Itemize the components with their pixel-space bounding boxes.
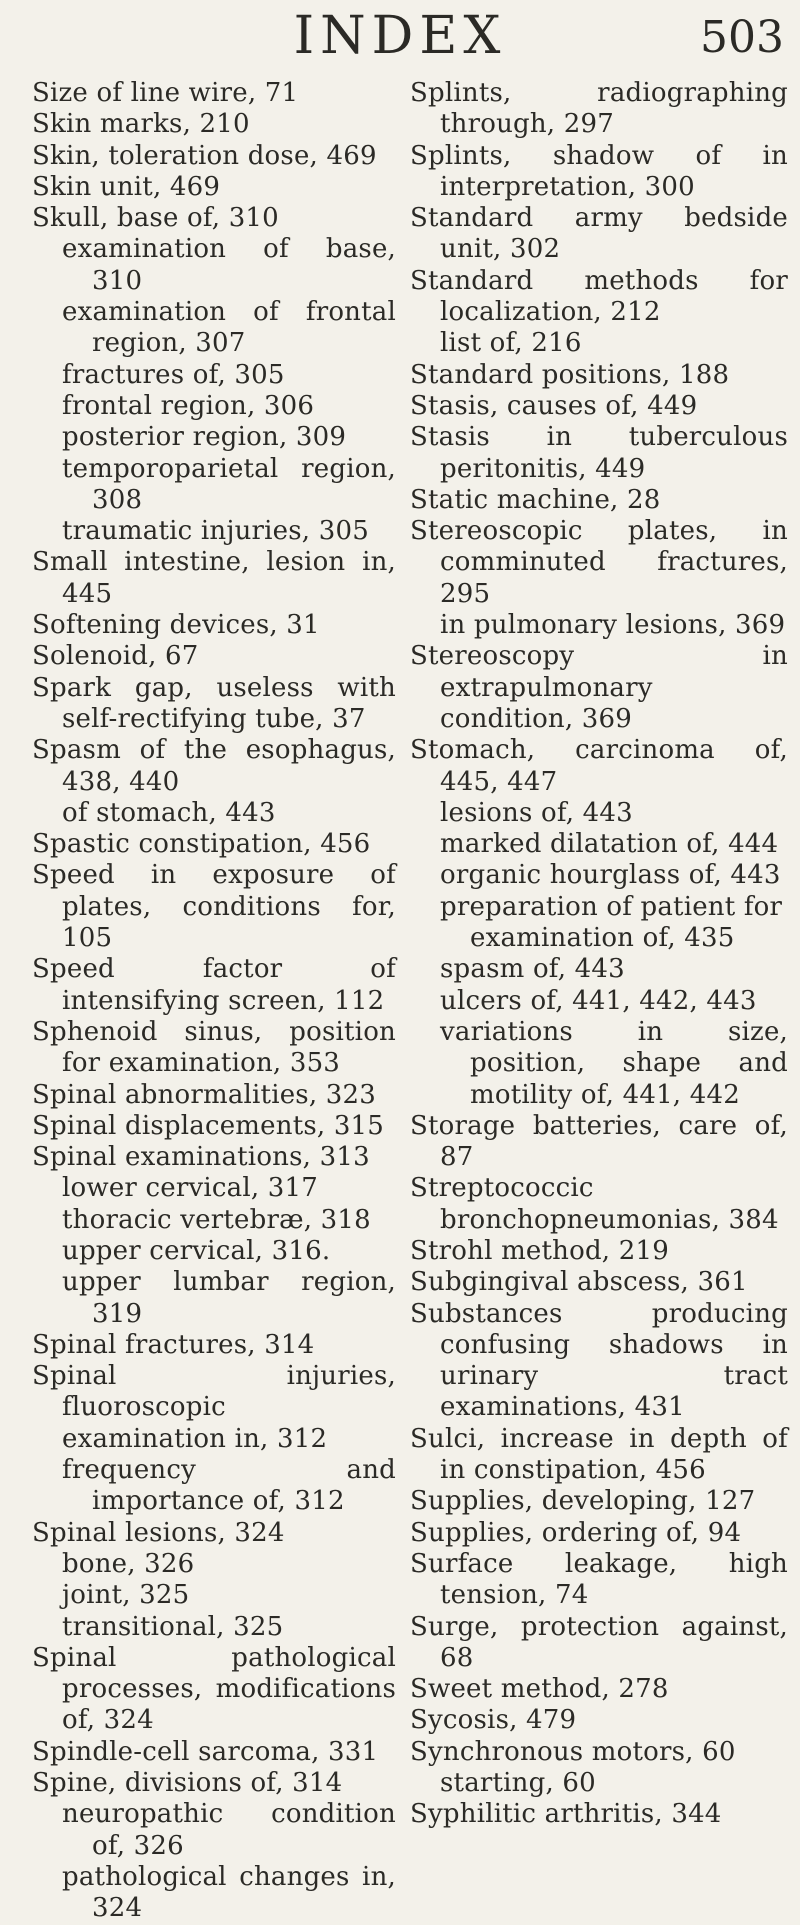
index-entry: Stasis in tuberculous peritonitis, 449	[410, 422, 788, 484]
index-subentry: joint, 325	[62, 1580, 190, 1611]
index-entry: Size of line wire, 71	[32, 78, 299, 108]
index-entry: Spinal injuries, fluoroscopic examination in, 312	[32, 1361, 396, 1454]
index-entry: Strohl method, 219	[410, 1235, 669, 1266]
index-subentry: in pulmonary lesions, 369	[440, 610, 786, 641]
index-subentry: preparation of patient for	[440, 891, 783, 922]
index-entry: Sulci, increase in depth of in constipation, 456	[410, 1423, 788, 1486]
index-entry: Spinal lesions, 324	[32, 1517, 285, 1548]
index-entry: Skin unit, 469	[32, 171, 221, 202]
page-header	[0, 6, 800, 76]
index-entry: Speed in exposure of plates, conditions for, 105	[32, 860, 396, 954]
index-entry: Spinal pathological processes, modifications of, 324	[32, 1642, 396, 1736]
index-subentry: upper lumbar region, 319	[62, 1267, 396, 1329]
index-entry: Sweet method, 278	[410, 1674, 669, 1705]
index-entry: Stomach, carcinoma of, 445, 447	[410, 735, 788, 797]
index-subentry: temporoparietal region, 308	[62, 453, 396, 515]
index-entry: Standard positions, 188	[410, 359, 730, 390]
index-subentry: posterior region, 309	[62, 422, 347, 453]
index-entry: Spinal abnormalities, 323	[32, 1079, 377, 1110]
index-subentry: starting, 60	[440, 1768, 596, 1799]
index-entry: Stasis, causes of, 449	[410, 390, 698, 421]
index-entry: Softening devices, 31	[32, 610, 320, 641]
index-subentry: spasm of, 443	[440, 954, 625, 985]
index-subentry: organic hourglass of, 443	[440, 860, 781, 891]
index-entry: Skin marks, 210	[32, 109, 250, 140]
index-subentry: variations in size, position, shape and motility of, 441, 442	[440, 1016, 788, 1110]
index-column-left	[32, 78, 396, 1925]
index-subentry: ulcers of, 441, 442, 443	[440, 985, 757, 1016]
index-entry: Streptococcic bronchopneumonias, 384	[410, 1173, 779, 1235]
index-subentry: fractures of, 305	[62, 359, 285, 390]
index-entry: Spinal displacements, 315	[32, 1110, 385, 1141]
index-entry: Spark gap, useless with self-rectifying tube, 37	[32, 672, 396, 734]
index-subentry: neuropathic condition of, 326	[62, 1799, 396, 1861]
index-entry: Supplies, developing, 127	[410, 1486, 756, 1517]
index-subentry: upper cervical, 316.	[62, 1235, 331, 1266]
index-entry: Surface leakage, high tension, 74	[410, 1548, 788, 1611]
running-title: INDEX	[293, 6, 507, 66]
index-subentry: traumatic injuries, 305	[62, 516, 369, 547]
index-entry: Stereoscopic plates, in comminuted fractures, 295	[410, 516, 788, 609]
index-subentry: lesions of, 443	[440, 797, 633, 828]
index-entry: Static machine, 28	[410, 484, 661, 515]
index-entry: Spindle-cell sarcoma, 331	[32, 1736, 379, 1767]
index-entry: Surge, protection against, 68	[410, 1611, 788, 1673]
index-entry: Substances producing confusing shadows in urinary tract examinations, 431	[410, 1298, 788, 1423]
index-subentry: of stomach, 443	[62, 797, 276, 828]
index-entry: Stereoscopy in extrapulmonary condition, 369	[410, 641, 788, 734]
index-entry: Spine, divisions of, 314	[32, 1768, 343, 1799]
index-entry: Splints, shadow of in interpretation, 300	[410, 140, 788, 202]
index-subentry: examination of frontal region, 307	[62, 297, 396, 359]
index-subentry: frequency and importance of, 312	[62, 1455, 396, 1517]
index-subentry: examination of base, 310	[62, 234, 396, 296]
index-subentry: transitional, 325	[62, 1611, 284, 1642]
index-subentry: thoracic vertebræ, 318	[62, 1204, 371, 1235]
index-entry: Solenoid, 67	[32, 641, 199, 672]
index-entry: Skin, toleration dose, 469	[32, 140, 377, 171]
index-subentry: pathological changes in, 324	[62, 1861, 396, 1924]
index-entry: Sphenoid sinus, position for examination, 353	[32, 1016, 396, 1079]
index-entry: Spinal fractures, 314	[32, 1329, 315, 1360]
index-entry: Standard army bedside unit, 302	[410, 203, 788, 265]
page-number: 503	[700, 12, 784, 63]
index-entry: Synchronous motors, 60	[410, 1736, 736, 1767]
index-subentry: list of, 216	[440, 328, 582, 359]
index-entry: Spasm of the esophagus, 438, 440	[32, 735, 396, 797]
index-column-right	[410, 78, 788, 1831]
index-entry: Spastic constipation, 456	[32, 829, 371, 860]
index-subentry: frontal region, 306	[62, 390, 315, 421]
index-subentry: bone, 326	[62, 1548, 195, 1579]
index-entry: Subgingival abscess, 361	[410, 1267, 748, 1298]
index-entry: Syphilitic arthritis, 344	[410, 1799, 722, 1830]
index-subentry: lower cervical, 317	[62, 1173, 319, 1204]
index-entry: Supplies, ordering of, 94	[410, 1517, 742, 1548]
index-entry: Skull, base of, 310	[32, 203, 279, 234]
index-entry: Standard methods for localization, 212	[410, 265, 788, 328]
index-subentry: marked dilatation of, 444	[440, 829, 779, 860]
index-entry: Splints, radiographing through, 297	[410, 78, 788, 140]
index-entry: Spinal examinations, 313	[32, 1142, 370, 1173]
index-entry: Sycosis, 479	[410, 1705, 577, 1736]
index-entry: Speed factor of intensifying screen, 112	[32, 954, 396, 1016]
index-entry: Small intestine, lesion in, 445	[32, 547, 396, 609]
index-entry: Storage batteries, care of, 87	[410, 1110, 788, 1173]
index-subentry: examination of, 435	[470, 923, 735, 954]
